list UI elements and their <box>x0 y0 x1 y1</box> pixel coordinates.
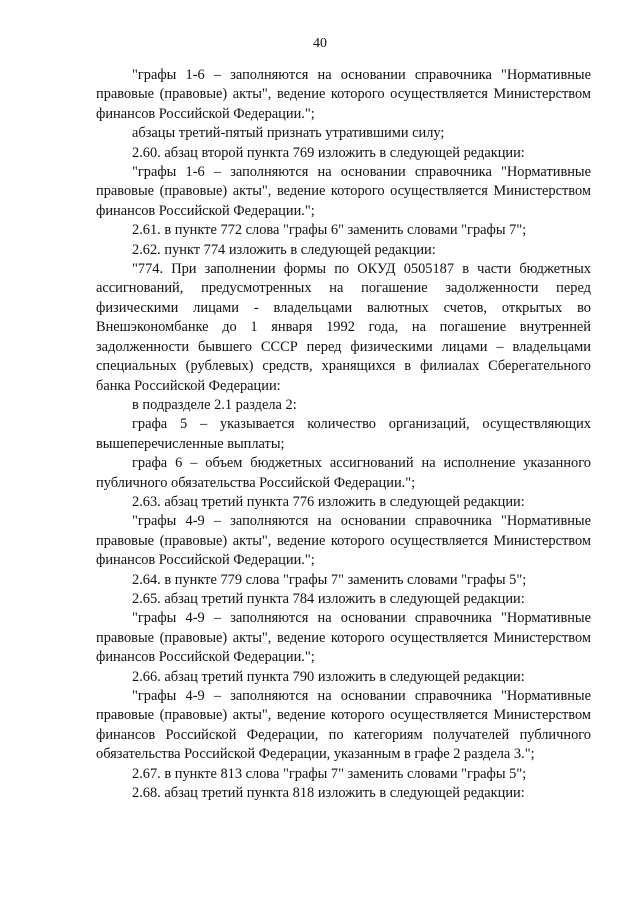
paragraph: 2.64. в пункте 779 слова "графы 7" заменить словами "графы 5"; <box>132 571 527 588</box>
paragraph: абзацы третий-пятый признать утратившими силу; <box>132 125 445 142</box>
paragraph: в подразделе 2.1 раздела 2: <box>132 396 297 413</box>
paragraph: "графы 1-6 – заполняются на основании справочника "Нормативные правовые (правовые) акты", ведение которого осуществляется Министерством финансов Российской Федерации."; <box>96 164 591 219</box>
paragraph: "графы 4-9 – заполняются на основании справочника "Нормативные правовые (правовые) акты", ведение которого осуществляется Министерством финансов Российской Федерации."; <box>96 610 591 666</box>
paragraph: 2.61. в пункте 772 слова "графы 6" заменить словами "графы 7"; <box>132 222 527 239</box>
paragraph: 2.60. абзац второй пункта 769 изложить в следующей редакции: <box>132 144 525 161</box>
page-number: 40 <box>313 36 327 51</box>
paragraph: 2.65. абзац третий пункта 784 изложить в следующей редакции: <box>132 590 525 607</box>
document-body <box>96 66 591 803</box>
paragraph: 2.68. абзац третий пункта 818 изложить в следующей редакции: <box>132 785 525 802</box>
paragraph: "графы 4-9 – заполняются на основании справочника "Нормативные правовые (правовые) акты", ведение которого осуществляется Министерством финансов Российской Федерации."; <box>96 513 591 569</box>
paragraph: 2.62. пункт 774 изложить в следующей редакции: <box>132 241 436 258</box>
paragraph: "графы 4-9 – заполняются на основании справочника "Нормативные правовые (правовые) акты", ведение которого осуществляется Министерством финансов Российской Федерации, по категориям получателей публичного обязательства Российской Федерации, указанным в графе 2 раздела 3."; <box>96 688 591 763</box>
paragraph: 2.63. абзац третий пункта 776 изложить в следующей редакции: <box>132 493 525 510</box>
paragraph: 2.66. абзац третий пункта 790 изложить в следующей редакции: <box>132 668 525 685</box>
paragraph: графа 6 – объем бюджетных ассигнований на исполнение указанного публичного обязательства Российской Федерации."; <box>96 455 591 491</box>
paragraph: "774. При заполнении формы по ОКУД 0505187 в части бюджетных ассигнований, предусмотренных на погашение задолженности перед физическими лицами - владельцами валютных счетов, открытых во Внешэкономбанке до 1 января 1992 года, на погашение внутренней задолженности бывшего СССР перед физическими лицами – владельцами специальных (рублевых) средств, хранящихся в филиалах Сберегательного банка Российской Федерации: <box>96 261 591 394</box>
paragraph: графа 5 – указывается количество организаций, осуществляющих вышеперечисленные выплаты; <box>96 416 591 452</box>
paragraph: "графы 1-6 – заполняются на основании справочника "Нормативные правовые (правовые) акты", ведение которого осуществляется Министерством финансов Российской Федерации."; <box>96 67 591 122</box>
paragraph: 2.67. в пункте 813 слова "графы 7" заменить словами "графы 5"; <box>132 765 527 782</box>
